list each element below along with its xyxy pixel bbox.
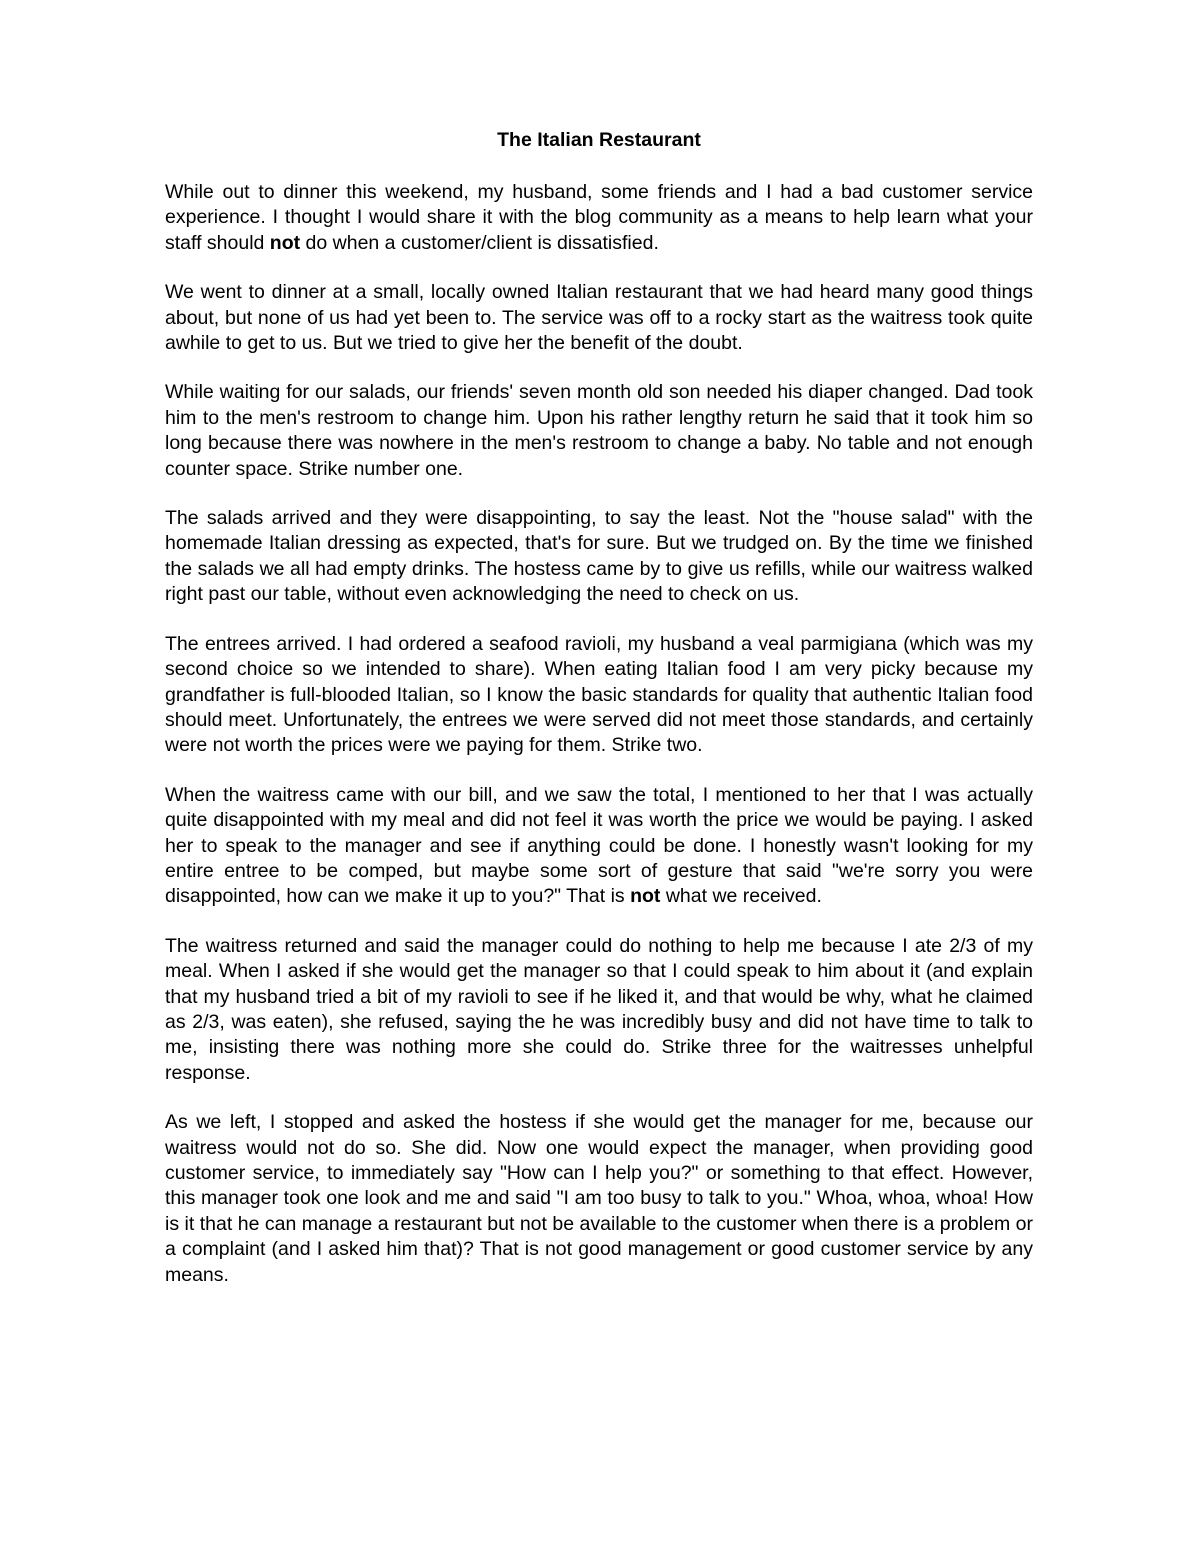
document-page <box>165 128 1033 1312</box>
paragraph-6 <box>165 783 1033 910</box>
paragraph-text: The waitress returned and said the manager could do nothing to help me because I ate 2/3 of my meal. When I asked if she would get the manager so that I could speak to him about it (and explain that my husband tried a bit of my ravioli to see if he liked it, and that would be why, what he claimed as 2/3, was eaten), she refused, saying the he was incredibly busy and did not have time to talk to me, insisting there was nothing more she could do. Strike three for the waitresses unhelpful response. <box>165 934 1033 1084</box>
paragraph-text: When the waitress came with our bill, and we saw the total, I mentioned to her that I was actually quite disappointed with my meal and did not feel it was worth the price we would be paying. I asked her to speak to the manager and see if anything could be done. I honestly wasn't looking for my entire entree to be comped, but maybe some sort of gesture that said "we're sorry you were disappointed, how can we make it up to you?" That is <box>165 783 1033 908</box>
document-body <box>165 180 1033 1288</box>
emphasis-text: not <box>269 231 301 254</box>
paragraph-7 <box>165 934 1033 1086</box>
paragraph-3 <box>165 380 1033 482</box>
paragraph-2 <box>165 280 1033 356</box>
paragraph-text: The salads arrived and they were disappointing, to say the least. Not the "house salad" with the homemade Italian dressing as expected, that's for sure. But we trudged on. By the time we finished the salads we all had empty drinks. The hostess came by to give us refills, while our waitress walked right past our table, without even acknowledging the need to check on us. <box>165 507 1033 606</box>
paragraph-1 <box>165 180 1033 256</box>
paragraph-8 <box>165 1110 1033 1288</box>
paragraph-text: The entrees arrived. I had ordered a seafood ravioli, my husband a veal parmigiana (which was my second choice so we intended to share). When eating Italian food I am very picky because my grandfather is full-blooded Italian, so I know the basic standards for quality that authentic Italian food should meet. Unfortunately, the entrees we were served did not meet those standards, and certainly were not worth the prices were we paying for them. Strike two. <box>165 632 1033 757</box>
paragraph-text: We went to dinner at a small, locally owned Italian restaurant that we had heard many good things about, but none of us had yet been to. The service was off to a rocky start as the waitress took quite awhile to get to us. But we tried to give her the benefit of the doubt. <box>165 281 1033 355</box>
paragraph-text: While waiting for our salads, our friends' seven month old son needed his diaper changed. Dad took him to the men's restroom to change him. Upon his rather lengthy return he said that it took him so long because there was nowhere in the men's restroom to change a baby. No table and not enough counter space. Strike number one. <box>165 381 1033 480</box>
paragraph-text: As we left, I stopped and asked the hostess if she would get the manager for me, because our waitress would not do so. She did. Now one would expect the manager, when providing good customer service, to immediately say "How can I help you?" or something to that effect. However, this manager took one look and me and said "I am too busy to talk to you." Whoa, whoa, whoa! How is it that he can manage a restaurant but not be available to the customer when there is a problem or a complaint (and I asked him that)? That is not good management or good customer service by any means. <box>165 1111 1033 1286</box>
document-title: The Italian Restaurant <box>497 129 701 151</box>
paragraph-4 <box>165 506 1033 608</box>
emphasis-text: not <box>630 885 661 908</box>
paragraph-text: While out to dinner this weekend, my husband, some friends and I had a bad customer service experience. I thought I would share it with the blog community as a means to help learn what your staff should <box>165 181 1033 254</box>
paragraph-text: do when a customer/client is dissatisfied. <box>300 231 659 254</box>
paragraph-5 <box>165 632 1033 759</box>
paragraph-text: what we received. <box>660 885 822 908</box>
